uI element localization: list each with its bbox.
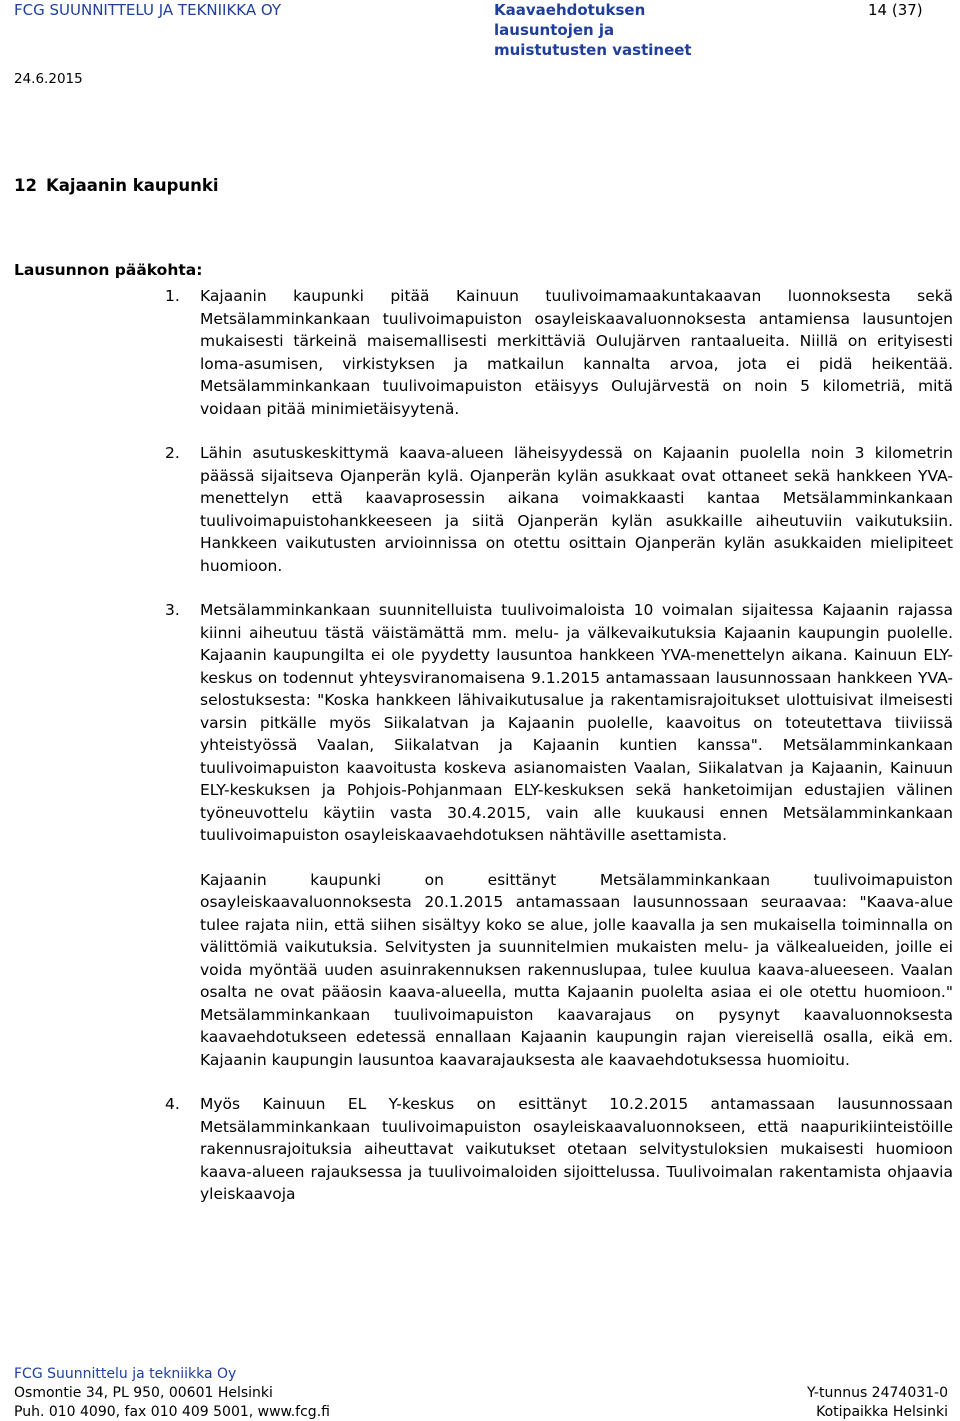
header-document-title-line: lausuntojen ja <box>494 21 615 39</box>
header-document-title-line: muistutusten vastineet <box>494 41 692 59</box>
list-item <box>165 1093 953 1206</box>
header-document-title-line: Kaavaehdotuksen <box>494 1 646 19</box>
section-subtitle: Lausunnon pääkohta: <box>14 261 203 279</box>
header-company: FCG SUUNNITTELU JA TEKNIIKKA OY <box>14 1 282 19</box>
list-item <box>165 442 953 577</box>
footer-contact: Puh. 010 4090, fax 010 409 5001, www.fcg.fi <box>14 1404 330 1420</box>
list-item-paragraph: Metsälamminkankaan suunnitelluista tuulivoimaloista 10 voimalan sijaitessa Kajaanin rajassa kiinni aiheutuu tästä väistämättä mm. melu- ja välkevaikutuksia Kajaanin kaupungin puolelle. Kajaanin kaupungilta ei ole pyydetty lausuntoa hankkeen YVA-menettelyn aikana. Kainuun ELY-keskus on todennut yhteysviranomaisena 9.1.2015 antamassaan lausunnossaan hankkeen YVA-selostuksesta: "Koska hankkeen lähivaikutusalue ja rakentamisrajoitukset ulottuisivat ilmeisesti varsin pitkälle myös Siikalatvan ja Kajaanin puolelle, kaavoitus on toteutettava tiiviissä yhteistyössä Vaalan, Siikalatvan ja Kajaanin kuntien kanssa". Metsälamminkankaan tuulivoimapuiston kaavoitusta koskeva asianomaisten Vaalan, Siikalatvan ja Kajaanin, Kainuun ELY-keskuksen ja Pohjois-Pohjanmaan ELY-keskuksen sekä hanketoimijan edustajien välinen työneuvottelu käytiin vasta 30.4.2015, vain alle kuukausi ennen Metsälamminkankaan tuulivoimapuiston osayleiskaavaehdotuksen nähtäville asettamista. <box>200 601 953 844</box>
list-item-number: 1. <box>165 287 180 305</box>
header-document-title <box>494 0 692 60</box>
list-item-number: 3. <box>165 601 180 619</box>
section-heading <box>14 175 219 197</box>
section-number: 12 <box>14 176 37 195</box>
footer-domicile: Kotipaikka Helsinki <box>816 1404 948 1420</box>
document-date: 24.6.2015 <box>14 71 83 87</box>
footer-address: Osmontie 34, PL 950, 00601 Helsinki <box>14 1385 273 1401</box>
list-item <box>165 285 953 420</box>
list-item-number: 2. <box>165 444 180 462</box>
statement-list <box>165 285 953 1206</box>
footer-company: FCG Suunnittelu ja tekniikka Oy <box>14 1366 237 1382</box>
list-item <box>165 599 953 1071</box>
list-item-paragraph: Lähin asutuskeskittymä kaava-alueen läheisyydessä on Kajaanin puolella noin 3 kilometrin päässä sijaitseva Ojanperän kylä. Ojanperän kylän asukkaat ovat ottaneet sekä hankkeen YVA-menettelyn että kaavaprosessin aikana voimakkaasti kantaa Metsälamminkankaan tuulivoimapuistohankkeeseen ja siitä Ojanperän kylän asukkaille aiheutuviin vaikutuksiin. Hankkeen vaikutusten arvioinnissa on otettu osittain Ojanperän kylän asukkaiden mielipiteet huomioon. <box>200 444 953 575</box>
list-item-paragraph: Kajaanin kaupunki on esittänyt Metsälamminkankaan tuulivoimapuiston osayleiskaavaluonnoksesta 20.1.2015 antamassaan lausunnossaan seuraavaa: "Kaava-alue tulee rajata niin, että siihen sisältyy koko se alue, jolle kaavalla ja sen mukaisella toiminnalla on välittömiä vaikutuksia. Selvitysten ja suunnitelmien mukaisten melu- ja välkealueiden, joille ei voida myöntää uuden asuinrakennuksen rakennuslupaa, tulee kuulua kaava-alueeseen. Vaalan osalta ne ovat pääosin kaava-alueella, mutta Kajaanin puolelta asiaa ei ole otettu huomioon." Metsälamminkankaan tuulivoimapuiston kaavarajaus on pysynyt kaavaluonnoksesta kaavaehdotukseen edetessä ennallaan Kajaanin kaupungin rajan viereisellä osalla, eikä em. Kajaanin kaupungin lausuntoa kaavarajauksesta ale kaavaehdotuksessa huomioitu. <box>200 870 953 1069</box>
list-item-number: 4. <box>165 1095 180 1113</box>
footer-business-id: Y-tunnus 2474031-0 <box>807 1385 948 1401</box>
list-item-paragraph: Myös Kainuun EL Y-keskus on esittänyt 10.2.2015 antamassaan lausunnossaan Metsälamminkankaan tuulivoimapuiston osayleiskaavaluonnokseen, että naapurikiinteistöille rakennusrajoituksia aiheuttavat vaikutukset otetaan selvitystuloksien mukaisesti huomioon kaava-alueen rajauksessa ja tuulivoimaloiden sijoittelussa. Tuulivoimalan rakentamista ohjaavia yleiskaavoja <box>200 1095 953 1203</box>
section-title: Kajaanin kaupunki <box>46 176 219 195</box>
list-item-paragraph: Kajaanin kaupunki pitää Kainuun tuulivoimamaakuntakaavan luonnoksesta sekä Metsälamminkankaan tuulivoimapuiston osayleiskaavaluonnoksesta antamiensa lausuntojen mukaisesti tärkeinä maisemallisesti merkittäviä Oulujärven rantaalueita. Niillä on erityisesti loma-asumisen, virkistyksen ja matkailun kannalta arvoa, jota ei pidä heikentää. Metsälamminkankaan tuulivoimapuiston etäisyys Oulujärvestä on noin 5 kilometriä, mitä voidaan pitää minimietäisyytenä. <box>200 287 953 418</box>
page-number: 14 (37) <box>868 1 923 19</box>
